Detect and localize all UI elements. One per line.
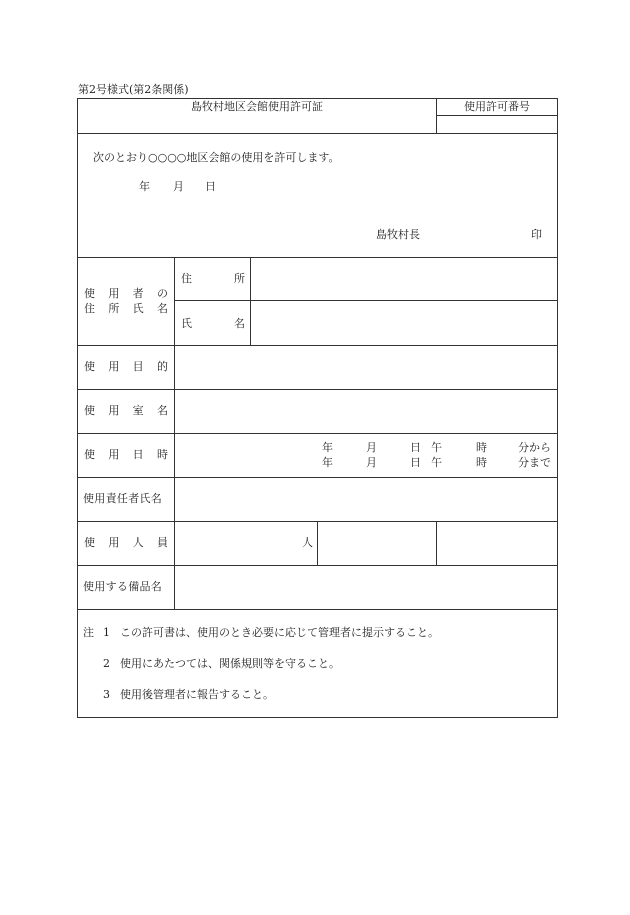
end-minute: 分まで [518,456,551,469]
label-char: 氏 [132,302,144,315]
end-year: 年 [322,456,333,469]
form-style-label: 第2号様式(第2条関係) [78,83,189,96]
note-text: 使用後管理者に報告すること。 [120,688,274,701]
people-extra-field-1[interactable] [319,523,435,564]
permit-statement: 次のとおり○○○○地区会館の使用を許可します。 [93,151,340,164]
label-char: 所 [108,302,120,315]
divider [77,433,557,434]
issuer-name: 島牧村長 [376,228,420,241]
label-char: 者 [132,287,144,300]
label-char: 住 [181,272,192,285]
divider [77,257,557,258]
start-year: 年 [322,441,333,454]
label-char: 使 [84,536,95,549]
form-title: 島牧村地区会館使用許可証 [191,100,323,113]
note-number: 3 [103,688,110,701]
people-count-field[interactable] [176,523,316,564]
note-number: 2 [103,657,110,670]
end-hour: 時 [476,456,487,469]
name-field[interactable] [252,302,555,344]
label-char: 用 [108,360,120,373]
date-month: 月 [173,180,184,193]
divider [436,115,557,116]
permit-number-field[interactable] [438,117,554,132]
start-ampm: 午 [431,441,442,454]
label-char: 日 [132,448,144,461]
label-char: 所 [234,272,245,285]
divider [77,609,557,610]
note-number: 1 [103,626,110,639]
label-char: 使 [84,360,95,373]
label-char: 使 [84,287,95,300]
label-char: 人 [132,536,144,549]
people-extra-field-2[interactable] [438,523,555,564]
label-char: 氏 [181,317,192,330]
start-hour: 時 [476,441,487,454]
user-label-line1 [84,287,168,301]
label-char: 的 [156,360,168,373]
people-unit: 人 [302,536,313,549]
divider [77,477,557,478]
start-month: 月 [366,441,377,454]
divider [77,133,557,134]
label-char: 使 [84,448,95,461]
end-day: 日 [410,456,421,469]
divider [436,521,437,565]
label-char: 用 [108,448,120,461]
label-char: 室 [132,404,144,417]
label-char: 員 [156,536,168,549]
label-char: 名 [156,404,168,417]
divider [77,565,557,566]
label-char: 時 [156,448,168,461]
permit-number-label: 使用許可番号 [464,100,530,113]
label-char: 目 [132,360,144,373]
label-char: 用 [108,287,120,300]
name-label [181,317,245,331]
seal-mark: 印 [531,228,542,241]
notes-prefix: 注 [83,626,94,639]
start-minute: 分から [518,441,551,454]
room-field[interactable] [176,391,555,432]
purpose-field[interactable] [176,347,555,388]
label-char: 用 [108,536,120,549]
address-label [181,272,245,286]
label-char: 住 [84,302,95,315]
note-text: 使用にあたつては、関係規則等を守ること。 [120,657,340,670]
equipment-label: 使用する備品名 [83,580,163,593]
start-day: 日 [410,441,421,454]
datetime-label [84,448,168,462]
responsible-label: 使用責任者氏名 [83,492,163,505]
note-text: この許可書は、使用のとき必要に応じて管理者に提示すること。 [120,626,439,639]
divider [174,300,557,301]
label-char: 名 [156,302,168,315]
end-ampm: 午 [431,456,442,469]
label-char: 名 [234,317,245,330]
responsible-field[interactable] [176,479,555,520]
divider [317,521,318,565]
label-char: の [156,287,168,300]
label-char: 使 [84,404,95,417]
end-month: 月 [366,456,377,469]
address-field[interactable] [252,259,555,299]
people-label [84,536,168,550]
label-char: 用 [108,404,120,417]
user-label-line2 [84,302,168,316]
equipment-field[interactable] [176,567,555,608]
divider [77,345,557,346]
date-day: 日 [205,180,216,193]
divider [77,389,557,390]
purpose-label [84,360,168,374]
divider [250,257,251,345]
room-label [84,404,168,418]
date-year: 年 [139,180,150,193]
